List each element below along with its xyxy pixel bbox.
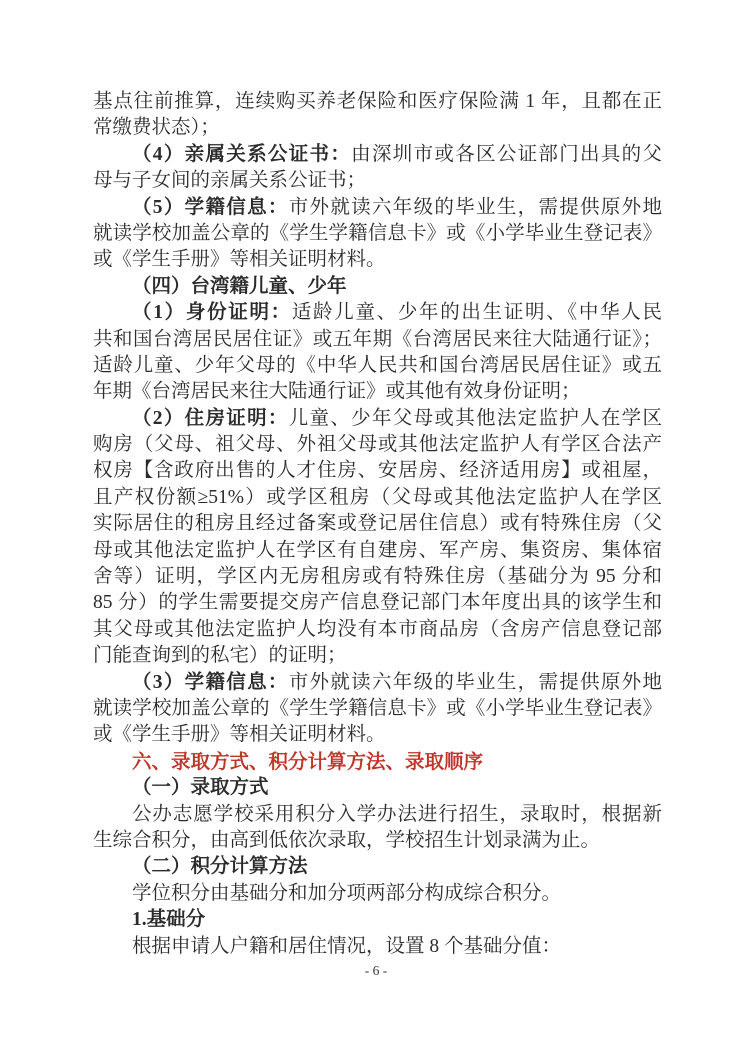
body-text: 权房【含政府出售的人才住房、安居房、经济适用房】或祖屋，	[93, 460, 662, 482]
text-line	[93, 168, 662, 194]
text-line	[93, 828, 662, 854]
text-line	[93, 907, 662, 933]
body-text: 根据申请人户籍和居住情况，设置 8 个基础分值：	[132, 935, 562, 957]
text-line	[93, 274, 662, 300]
body-text: 常缴费状态）；	[93, 117, 220, 139]
text-line	[93, 300, 662, 326]
document-body	[93, 89, 662, 960]
text-line	[93, 195, 662, 221]
body-text: 门能查询到的私宅）的证明；	[93, 645, 347, 667]
text-line	[93, 485, 662, 511]
page-number: - 6 -	[364, 963, 388, 978]
text-line	[93, 538, 662, 564]
body-text: 市外就读六年级的毕业生，需提供原外地	[288, 196, 662, 218]
text-line	[93, 934, 662, 960]
body-text: 实际居住的租房且经过备案或登记居住信息）或有特殊住房（父	[93, 513, 662, 535]
body-text: 适龄儿童、少年的出生证明、《中华人民	[291, 302, 662, 324]
text-line	[93, 564, 662, 590]
body-text: 基点往前推算，连续购买养老保险和医疗保险满 1 年，且都在正	[93, 91, 662, 112]
bold-label-text: 1.基础分	[132, 909, 206, 931]
text-line	[93, 775, 662, 801]
text-line	[93, 89, 662, 115]
bold-label-text: （二）积分计算方法	[132, 856, 308, 878]
section-heading	[93, 749, 662, 775]
bold-label-text: （4）亲属关系公证书：	[132, 143, 352, 165]
body-text: 共和国台湾居民居住证》或五年期《台湾居民来往大陆通行证》；	[93, 328, 662, 350]
body-text: 就读学校加盖公章的《学生学籍信息卡》或《小学毕业生登记表》	[93, 697, 662, 719]
text-line	[93, 511, 662, 537]
body-text: 购房（父母、祖父母、外祖父母或其他法定监护人有学区合法产	[93, 434, 662, 456]
text-line	[93, 854, 662, 880]
bold-label-text: （1）身份证明：	[132, 302, 292, 324]
text-line	[93, 379, 662, 405]
body-text: 85 分）的学生需要提交房产信息登记部门本年度出具的该学生和	[93, 592, 662, 614]
bold-label-text: （四）台湾籍儿童、少年	[132, 275, 347, 297]
body-text: 生综合积分，由高到低依次录取，学校招生计划录满为止。	[93, 829, 601, 851]
body-text: 市外就读六年级的毕业生，需提供原外地	[288, 671, 662, 693]
body-text: 或《学生手册》等相关证明材料。	[93, 724, 386, 746]
body-text: 年期《台湾居民来往大陆通行证》或其他有效身份证明；	[93, 381, 581, 403]
body-text: 母或其他法定监护人在学区有自建房、军产房、集资房、集体宿	[93, 539, 662, 561]
body-text: 母与子女间的亲属关系公证书；	[93, 170, 367, 192]
text-line	[93, 353, 662, 379]
text-line	[93, 221, 662, 247]
text-line	[93, 643, 662, 669]
body-text: 且产权份额≥51%）或学区租房（父母或其他法定监护人在学区	[93, 486, 662, 508]
body-text: 公办志愿学校采用积分入学办法进行招生，录取时，根据新	[132, 803, 662, 825]
text-line	[93, 617, 662, 643]
text-line	[93, 327, 662, 353]
body-text: 由深圳市或各区公证部门出具的父	[351, 143, 662, 165]
text-line	[93, 458, 662, 484]
bold-label-text: （3）学籍信息：	[132, 671, 289, 693]
body-text: 就读学校加盖公章的《学生学籍信息卡》或《小学毕业生登记表》	[93, 222, 662, 244]
text-line	[93, 406, 662, 432]
page-footer	[0, 963, 752, 979]
text-line	[93, 432, 662, 458]
text-line	[93, 696, 662, 722]
body-text: 或《学生手册》等相关证明材料。	[93, 249, 386, 271]
text-line	[93, 115, 662, 141]
text-line	[93, 670, 662, 696]
bold-label-text: （5）学籍信息：	[132, 196, 289, 218]
text-line	[93, 142, 662, 168]
bold-label-text: （一）录取方式	[132, 777, 269, 799]
body-text: 舍等）证明，学区内无房租房或有特殊住房（基础分为 95 分和	[93, 566, 662, 588]
text-line	[93, 881, 662, 907]
text-line	[93, 722, 662, 748]
body-text: 其父母或其他法定监护人均没有本市商品房（含房产信息登记部	[93, 618, 662, 640]
text-line	[93, 590, 662, 616]
body-text: 适龄儿童、少年父母的《中华人民共和国台湾居民居住证》或五	[93, 354, 662, 376]
body-text: 儿童、少年父母或其他法定监护人在学区	[288, 407, 662, 429]
bold-label-text: （2）住房证明：	[132, 407, 289, 429]
section-heading-text: 六、录取方式、积分计算方法、录取顺序	[132, 750, 484, 773]
text-line	[93, 802, 662, 828]
text-line	[93, 247, 662, 273]
body-text: 学位积分由基础分和加分项两部分构成综合积分。	[132, 882, 562, 904]
